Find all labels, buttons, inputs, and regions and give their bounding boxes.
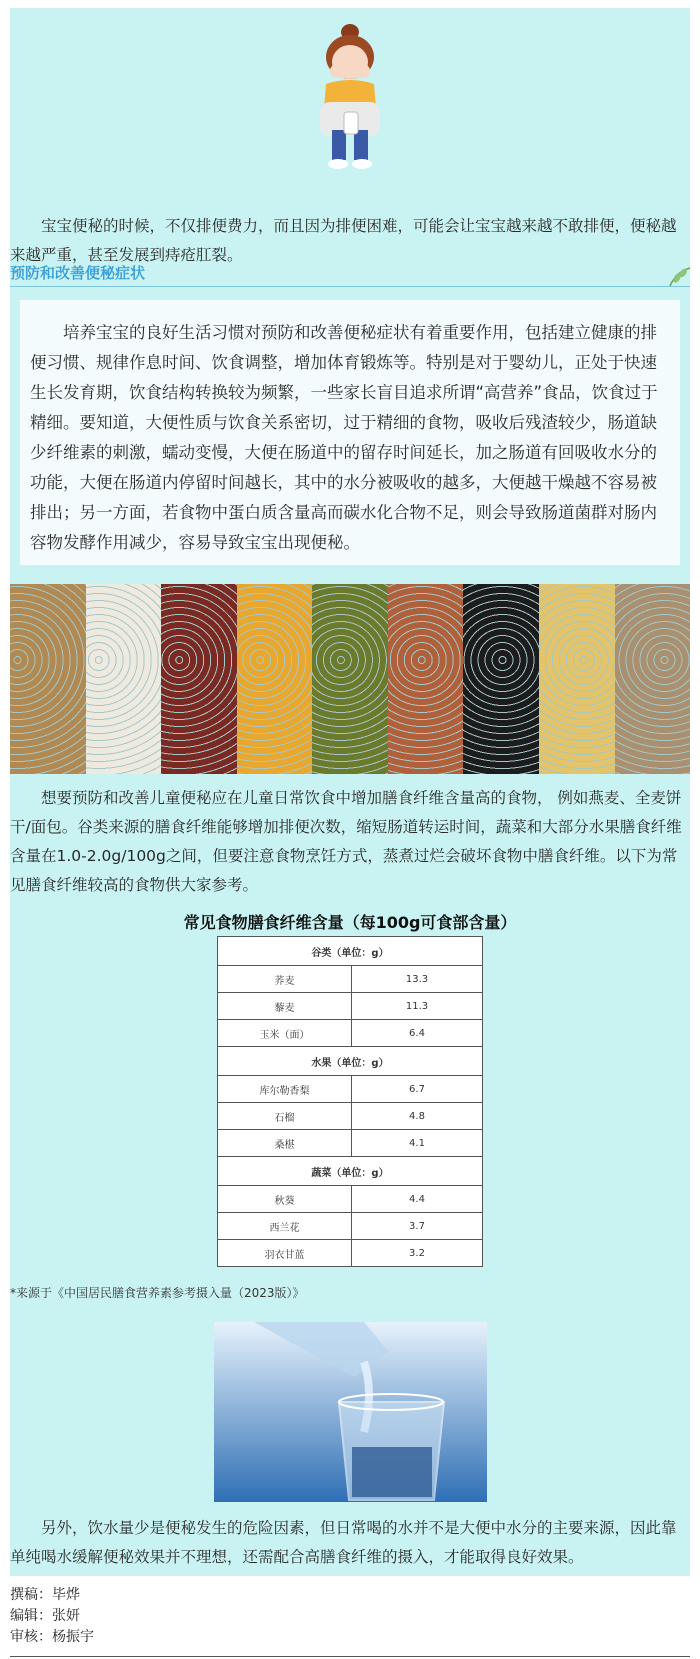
fiber-table — [217, 936, 483, 1267]
fiber-paragraph: 想要预防和改善儿童便秘应在儿童日常饮食中增加膳食纤维含量高的食物， 例如燕麦、全麦饼干/面包。谷类来源的膳食纤维能够增加排便次数，缩短肠道转运时间，蔬菜和大部分水果膳食纤维含量在1.0-2.0g/100g之间，但要注意食物烹饪方式，蒸煮过烂会破坏食物中膳食纤维。以下为常见膳食纤维较高的食物供大家参考。 — [10, 789, 682, 894]
fiber-value: 4.1 — [352, 1130, 483, 1157]
grain-strip — [615, 584, 691, 774]
fiber-value: 6.7 — [352, 1076, 483, 1103]
grain-strip — [539, 584, 615, 774]
reviewer-credit: 审核：杨振宇 — [10, 1629, 94, 1645]
fiber-value: 6.4 — [352, 1020, 483, 1047]
table-category: 谷类（单位：g） — [218, 937, 483, 966]
food-name: 玉米（面） — [218, 1020, 352, 1047]
fiber-value: 13.3 — [352, 966, 483, 993]
source-note: *来源于《中国居民膳食营养素参考摄入量（2023版）》 — [10, 1286, 305, 1300]
table-category: 蔬菜（单位：g） — [218, 1157, 483, 1186]
water-glass-image — [214, 1322, 487, 1502]
writer-credit: 撰稿：毕烨 — [10, 1587, 80, 1603]
food-name: 荞麦 — [218, 966, 352, 993]
fiber-value: 4.4 — [352, 1186, 483, 1213]
constipated-child-illustration — [300, 12, 400, 177]
grain-strip — [463, 584, 539, 774]
grain-strip — [161, 584, 237, 774]
food-name: 西兰花 — [218, 1213, 352, 1240]
fiber-value: 3.2 — [352, 1240, 483, 1267]
bottom-divider — [10, 1656, 690, 1657]
fiber-value: 3.7 — [352, 1213, 483, 1240]
section-divider — [10, 286, 690, 287]
water-paragraph: 另外，饮水量少是便秘发生的危险因素，但日常喝的水并不是大便中水分的主要来源，因此靠单纯喝水缓解便秘效果并不理想，还需配合高膳食纤维的摄入，才能取得良好效果。 — [10, 1519, 677, 1566]
grain-strip — [10, 584, 86, 774]
leaf-icon — [668, 264, 692, 288]
habits-box — [20, 300, 680, 565]
grain-strip — [86, 584, 162, 774]
editor-credit: 编辑：张妍 — [10, 1608, 80, 1624]
grain-strip — [312, 584, 388, 774]
grain-strip — [237, 584, 313, 774]
food-name: 藜麦 — [218, 993, 352, 1020]
grains-image — [10, 584, 690, 774]
credits — [10, 1585, 94, 1648]
grain-strip — [388, 584, 464, 774]
section-title: 预防和改善便秘症状 — [10, 264, 146, 282]
food-name: 秋葵 — [218, 1186, 352, 1213]
habits-paragraph: 培养宝宝的良好生活习惯对预防和改善便秘症状有着重要作用，包括建立健康的排便习惯、规律作息时间、饮食调整，增加体育锻炼等。特别是对于婴幼儿，正处于快速生长发育期，饮食结构转换较为频繁，一些家长盲目追求所谓“高营养”食品，饮食过于精细。要知道，大便性质与饮食关系密切，过于精细的食物，吸收后残渣较少，肠道缺少纤维素的刺激，蠕动变慢，大便在肠道中的留存时间延长，加之肠道有回吸收水分的功能，大便在肠道内停留时间越长，其中的水分被吸收的越多，大便越干燥越不容易被排出；另一方面，若食物中蛋白质含量高而碳水化合物不足，则会导致肠道菌群对肠内容物发酵作用减少，容易导致宝宝出现便秘。 — [30, 323, 658, 552]
table-title: 常见食物膳食纤维含量（每100g可食部含量） — [183, 913, 517, 932]
food-name: 羽衣甘蓝 — [218, 1240, 352, 1267]
food-name: 库尔勒香梨 — [218, 1076, 352, 1103]
table-category: 水果（单位：g） — [218, 1047, 483, 1076]
fiber-value: 11.3 — [352, 993, 483, 1020]
fiber-value: 4.8 — [352, 1103, 483, 1130]
intro-paragraph: 宝宝便秘的时候，不仅排便费力，而且因为排便困难，可能会让宝宝越来越不敢排便，便秘越来越严重，甚至发展到痔疮肛裂。 — [10, 217, 677, 264]
food-name: 桑椹 — [218, 1130, 352, 1157]
food-name: 石榴 — [218, 1103, 352, 1130]
